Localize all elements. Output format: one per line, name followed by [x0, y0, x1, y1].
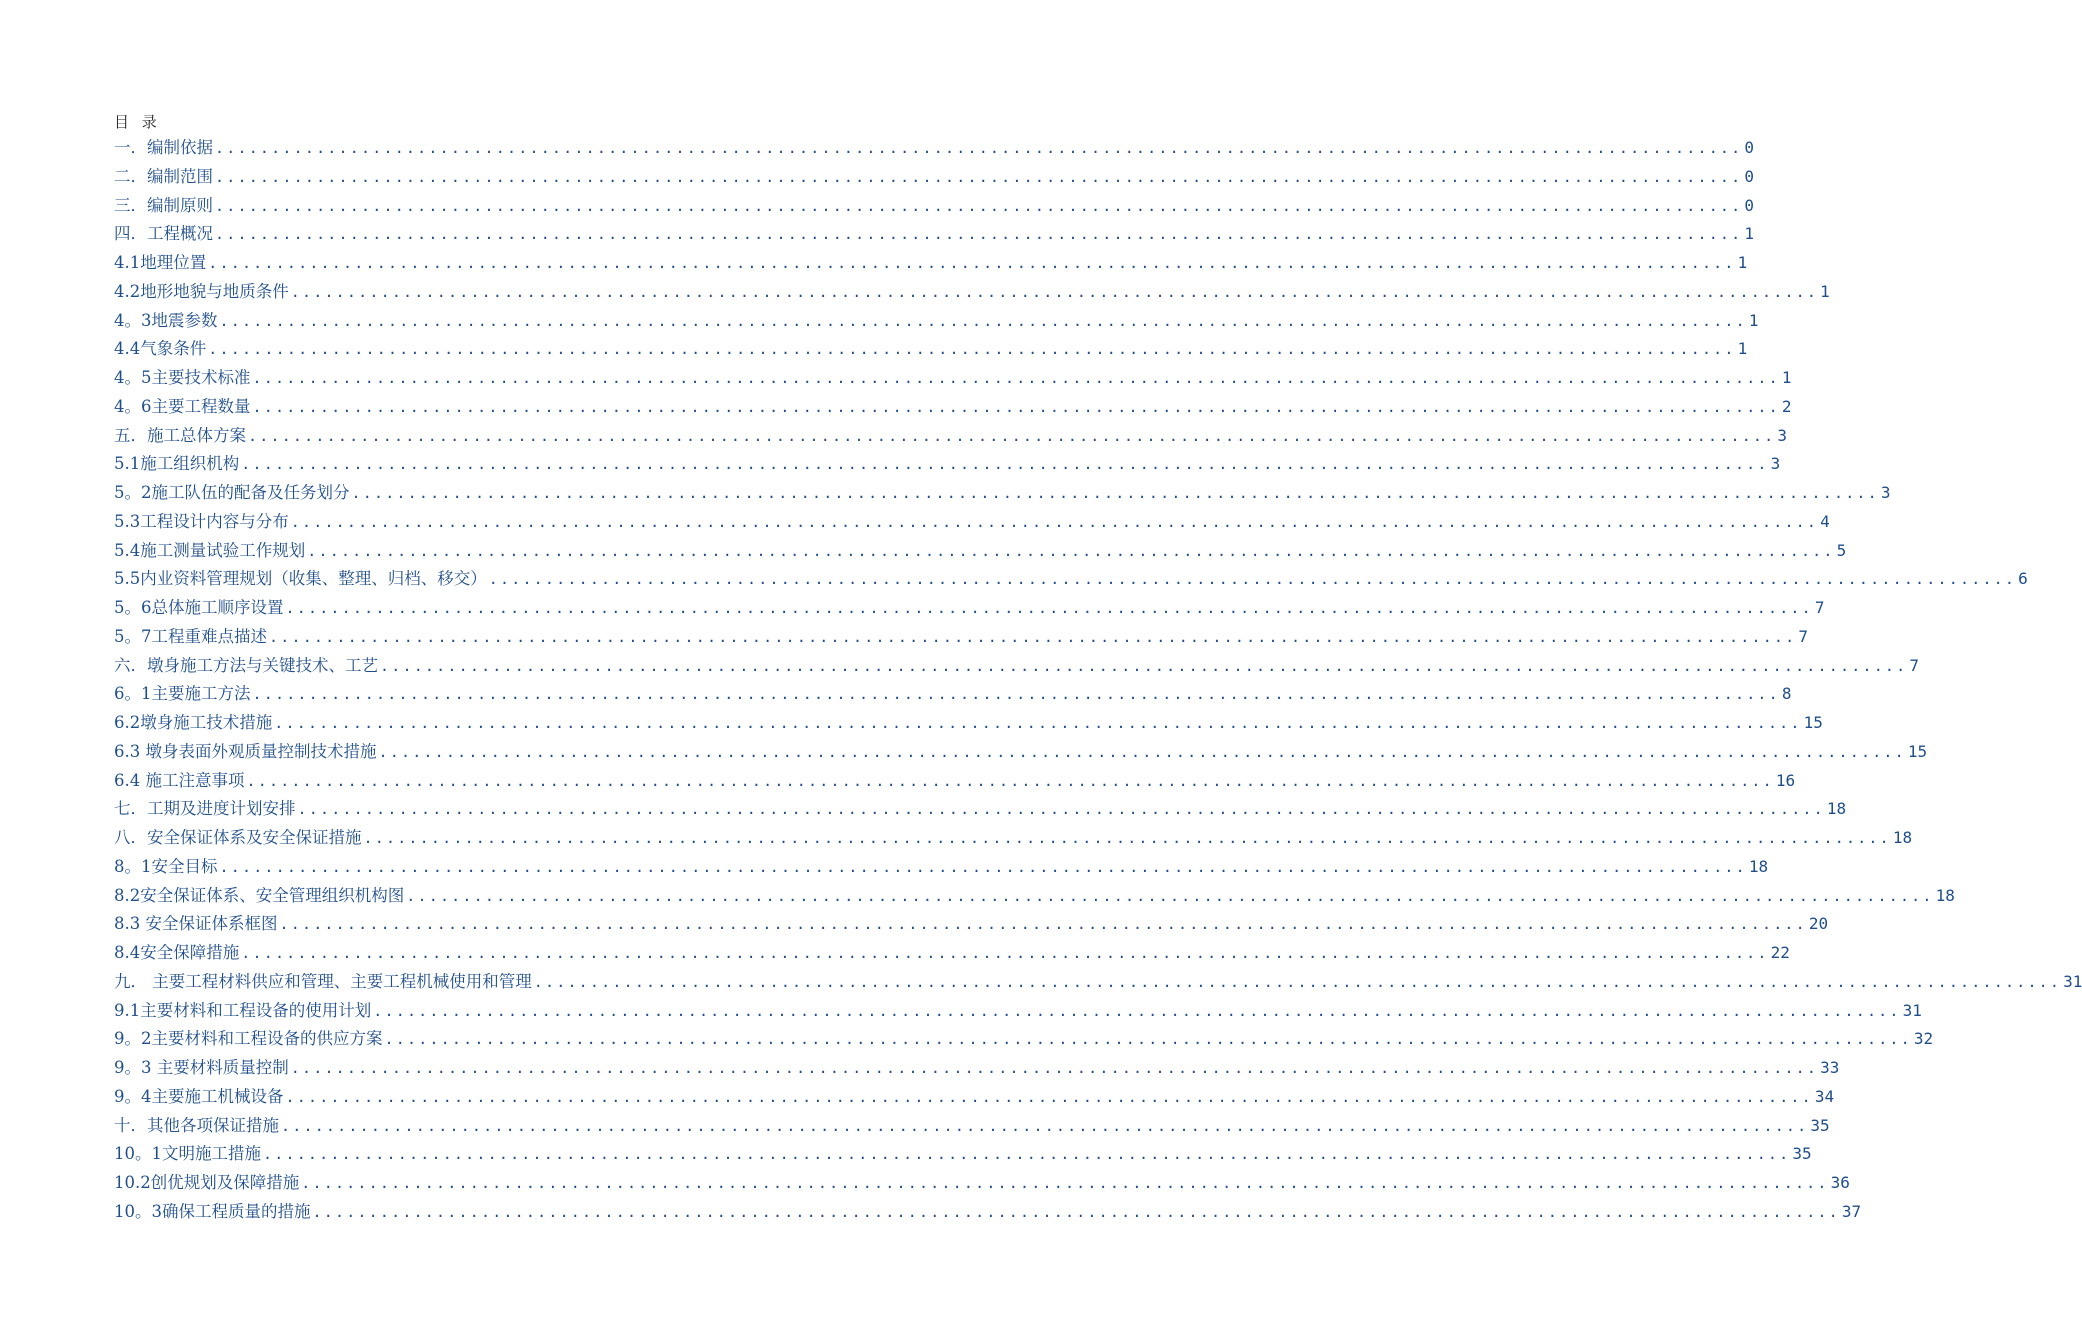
- toc-page: [114, 110, 2082, 1227]
- toc-page-number: 3: [1770, 454, 1781, 474]
- toc-page-number: 36: [1830, 1173, 1850, 1192]
- toc-dot-leader: ........................................................................................................................................: [384, 1030, 1912, 1049]
- toc-entry-text: 七．工期及进度计划安排: [114, 799, 296, 819]
- toc-page-number: 31: [1902, 1000, 1922, 1020]
- toc-list: [114, 134, 2082, 1227]
- toc-entry-text: 九． 主要工程材料供应和管理、主要工程机械使用和管理: [114, 971, 532, 991]
- toc-dot-leader: ........................................................................................................................................: [208, 254, 1736, 272]
- toc-entry-text: 10.2创优规划及保障措施: [114, 1173, 300, 1192]
- toc-entry[interactable]: [114, 307, 1759, 336]
- toc-page-number: 1: [1820, 281, 1830, 301]
- toc-page-number: 0: [1744, 195, 1755, 215]
- toc-entry[interactable]: [114, 1169, 1850, 1198]
- toc-entry-text: 二．编制范围: [114, 166, 213, 186]
- toc-dot-leader: ........................................................................................................................................: [219, 311, 1747, 330]
- toc-page-number: 18: [1826, 799, 1847, 819]
- toc-page-number: 35: [1810, 1115, 1830, 1135]
- toc-entry-text: 6.2墩身施工技术措施: [114, 713, 273, 732]
- toc-dot-leader: ........................................................................................................................................: [285, 1087, 1813, 1106]
- toc-dot-leader: ........................................................................................................................................: [263, 1145, 1791, 1164]
- toc-entry[interactable]: [114, 652, 1920, 681]
- toc-entry[interactable]: [114, 192, 1755, 221]
- toc-page-number: 15: [1907, 741, 1928, 761]
- toc-entry[interactable]: [114, 738, 1928, 767]
- toc-page-number: 3: [1880, 483, 1891, 502]
- toc-dot-leader: ........................................................................................................................................: [406, 886, 1934, 905]
- toc-entry[interactable]: [114, 508, 1830, 537]
- toc-entry[interactable]: [114, 278, 1830, 307]
- toc-dot-leader: ........................................................................................................................................: [246, 771, 1774, 790]
- toc-entry[interactable]: [114, 249, 1748, 278]
- toc-page-number: 22: [1770, 943, 1790, 962]
- toc-entry[interactable]: [114, 910, 1829, 939]
- toc-entry-text: 4。5主要技术标准: [114, 368, 251, 387]
- toc-entry[interactable]: [114, 767, 1796, 796]
- toc-dot-leader: ........................................................................................................................................: [297, 800, 1825, 819]
- toc-entry[interactable]: [114, 422, 1788, 451]
- toc-entry[interactable]: [114, 1140, 1812, 1169]
- toc-entry[interactable]: [114, 882, 1955, 911]
- toc-dot-leader: ........................................................................................................................................: [215, 196, 1743, 215]
- toc-entry-text: 4.2地形地貌与地质条件: [114, 281, 289, 301]
- toc-dot-leader: ........................................................................................................................................: [378, 742, 1906, 761]
- toc-page-number: 33: [1820, 1058, 1840, 1077]
- toc-entry[interactable]: [114, 853, 1769, 882]
- toc-dot-leader: ........................................................................................................................................: [533, 972, 2062, 991]
- toc-dot-leader: ........................................................................................................................................: [351, 484, 1879, 502]
- toc-dot-leader: ........................................................................................................................................: [290, 282, 1819, 301]
- toc-dot-leader: ........................................................................................................................................: [241, 944, 1769, 962]
- toc-entry[interactable]: [114, 134, 1755, 163]
- toc-entry-text: 10。3确保工程质量的措施: [114, 1201, 311, 1221]
- toc-entry-text: 4。3地震参数: [114, 310, 218, 330]
- toc-entry-text: 8.4安全保障措施: [114, 943, 240, 962]
- toc-page-number: 1: [1748, 310, 1759, 330]
- toc-entry-text: 5.5内业资料管理规划（收集、整理、归档、移交）: [114, 569, 487, 589]
- toc-entry[interactable]: [114, 479, 1891, 508]
- toc-dot-leader: ........................................................................................................................................: [307, 541, 1835, 560]
- toc-entry[interactable]: [114, 997, 1922, 1026]
- toc-page-number: 20: [1808, 914, 1829, 934]
- toc-dot-leader: ........................................................................................................................................: [215, 167, 1743, 186]
- toc-entry[interactable]: [114, 623, 1809, 652]
- toc-entry-text: 十．其他各项保证措施: [114, 1115, 279, 1135]
- toc-entry[interactable]: [114, 163, 1755, 192]
- toc-entry-text: 5。7工程重难点描述: [114, 626, 267, 646]
- toc-entry-text: 5.1施工组织机构: [114, 454, 240, 474]
- toc-entry-text: 9。2主要材料和工程设备的供应方案: [114, 1029, 383, 1049]
- toc-page-number: 1: [1737, 253, 1748, 272]
- toc-page-number: 7: [1814, 598, 1825, 617]
- toc-dot-leader: ........................................................................................................................................: [248, 426, 1776, 445]
- toc-entry-text: 9。4主要施工机械设备: [114, 1086, 284, 1106]
- toc-page-number: 5: [1836, 540, 1847, 560]
- toc-entry-text: 三．编制原则: [114, 195, 213, 215]
- toc-page-number: 0: [1744, 166, 1755, 186]
- toc-entry-text: 4.1地理位置: [114, 253, 207, 272]
- toc-dot-leader: ........................................................................................................................................: [290, 1059, 1819, 1077]
- toc-entry-text: 6.3 墩身表面外观质量控制技术措施: [114, 741, 377, 761]
- toc-dot-leader: ........................................................................................................................................: [208, 340, 1736, 359]
- toc-page-number: 18: [1748, 856, 1769, 876]
- toc-entry-text: 六．墩身施工方法与关键技术、工艺: [114, 655, 378, 675]
- toc-dot-leader: ........................................................................................................................................: [215, 139, 1743, 157]
- toc-entry[interactable]: [114, 1054, 1840, 1083]
- toc-entry[interactable]: [114, 565, 2028, 594]
- toc-entry[interactable]: [114, 795, 1847, 824]
- toc-entry-text: 6。1主要施工方法: [114, 684, 251, 704]
- toc-entry-text: 5。6总体施工顺序设置: [114, 598, 284, 617]
- toc-dot-leader: ........................................................................................................................................: [252, 397, 1780, 416]
- toc-entry-text: 9.1主要材料和工程设备的使用计划: [114, 1000, 372, 1020]
- toc-entry-text: 四．工程概况: [114, 224, 213, 244]
- toc-page-number: 32: [1913, 1029, 1934, 1049]
- toc-page-number: 3: [1777, 425, 1788, 445]
- toc-page-number: 7: [1909, 655, 1920, 675]
- toc-page-number: 35: [1792, 1144, 1812, 1164]
- toc-entry[interactable]: [114, 709, 1823, 738]
- toc-dot-leader: ........................................................................................................................................: [285, 599, 1813, 617]
- toc-entry-text: 8。1安全目标: [114, 856, 218, 876]
- toc-entry-text: 一．编制依据: [114, 138, 213, 157]
- toc-page-number: 1: [1781, 368, 1792, 387]
- toc-dot-leader: ........................................................................................................................................: [241, 455, 1769, 474]
- toc-entry-text: 4。6主要工程数量: [114, 396, 251, 416]
- toc-entry[interactable]: [114, 364, 1792, 393]
- toc-entry[interactable]: [114, 939, 1790, 968]
- toc-dot-leader: ........................................................................................................................................: [301, 1174, 1829, 1192]
- toc-page-number: 4: [1820, 511, 1830, 531]
- toc-entry[interactable]: [114, 1198, 1862, 1227]
- toc-page-number: 16: [1775, 770, 1796, 790]
- toc-entry-text: 八．安全保证体系及安全保证措施: [114, 828, 362, 847]
- toc-entry[interactable]: [114, 450, 1781, 479]
- toc-page-number: 37: [1841, 1201, 1862, 1221]
- toc-dot-leader: ........................................................................................................................................: [380, 656, 1908, 675]
- toc-entry-text: 10。1文明施工措施: [114, 1144, 261, 1164]
- toc-page-number: 15: [1803, 713, 1823, 732]
- toc-dot-leader: ........................................................................................................................................: [363, 829, 1891, 847]
- toc-entry-text: 6.4 施工注意事项: [114, 770, 245, 790]
- toc-entry[interactable]: [114, 968, 2082, 997]
- toc-entry[interactable]: [114, 393, 1792, 422]
- toc-entry-text: 5.3工程设计内容与分布: [114, 511, 289, 531]
- toc-page-number: 2: [1781, 396, 1792, 416]
- toc-dot-leader: ........................................................................................................................................: [290, 512, 1819, 531]
- toc-page-number: 34: [1814, 1086, 1835, 1106]
- toc-entry[interactable]: [114, 335, 1748, 364]
- toc-entry[interactable]: [114, 594, 1825, 623]
- toc-entry-text: 五．施工总体方案: [114, 425, 246, 445]
- toc-entry-text: 5.4施工测量试验工作规划: [114, 540, 306, 560]
- toc-dot-leader: ........................................................................................................................................: [312, 1202, 1840, 1221]
- toc-entry[interactable]: [114, 220, 1755, 249]
- toc-dot-leader: ........................................................................................................................................: [252, 685, 1780, 704]
- toc-dot-leader: ........................................................................................................................................: [215, 225, 1743, 244]
- toc-entry-text: 5。2施工队伍的配备及任务划分: [114, 483, 350, 502]
- toc-entry-text: 8.2安全保证体系、安全管理组织机构图: [114, 885, 405, 905]
- toc-entry[interactable]: [114, 1025, 1934, 1054]
- toc-entry-text: 8.3 安全保证体系框图: [114, 914, 278, 934]
- toc-page-number: 7: [1798, 626, 1809, 646]
- toc-title: 目 录: [114, 113, 161, 131]
- toc-entry[interactable]: [114, 537, 1847, 566]
- toc-page-number: 18: [1892, 828, 1913, 847]
- toc-entry-text: 4.4气象条件: [114, 339, 207, 359]
- toc-dot-leader: ........................................................................................................................................: [373, 1001, 1901, 1020]
- toc-dot-leader: ........................................................................................................................................: [252, 369, 1780, 387]
- toc-entry-text: 9。3 主要材料质量控制: [114, 1058, 289, 1077]
- toc-page-number: 1: [1744, 224, 1755, 244]
- toc-entry[interactable]: [114, 1083, 1835, 1112]
- toc-dot-leader: ........................................................................................................................................: [488, 570, 2017, 589]
- toc-dot-leader: ........................................................................................................................................: [281, 1116, 1809, 1135]
- toc-entry[interactable]: [114, 824, 1913, 853]
- toc-entry[interactable]: [114, 680, 1792, 709]
- toc-page-number: 6: [2018, 569, 2028, 589]
- toc-page-number: 18: [1935, 885, 1955, 905]
- toc-dot-leader: ........................................................................................................................................: [274, 714, 1802, 732]
- toc-dot-leader: ........................................................................................................................................: [279, 915, 1807, 934]
- toc-page-number: 1: [1737, 339, 1748, 359]
- toc-page-number: 0: [1744, 138, 1755, 157]
- toc-entry[interactable]: [114, 1112, 1830, 1141]
- toc-page-number: 31: [2063, 971, 2082, 991]
- toc-page-number: 8: [1781, 684, 1792, 704]
- toc-dot-leader: ........................................................................................................................................: [269, 627, 1797, 646]
- toc-dot-leader: ........................................................................................................................................: [219, 857, 1747, 876]
